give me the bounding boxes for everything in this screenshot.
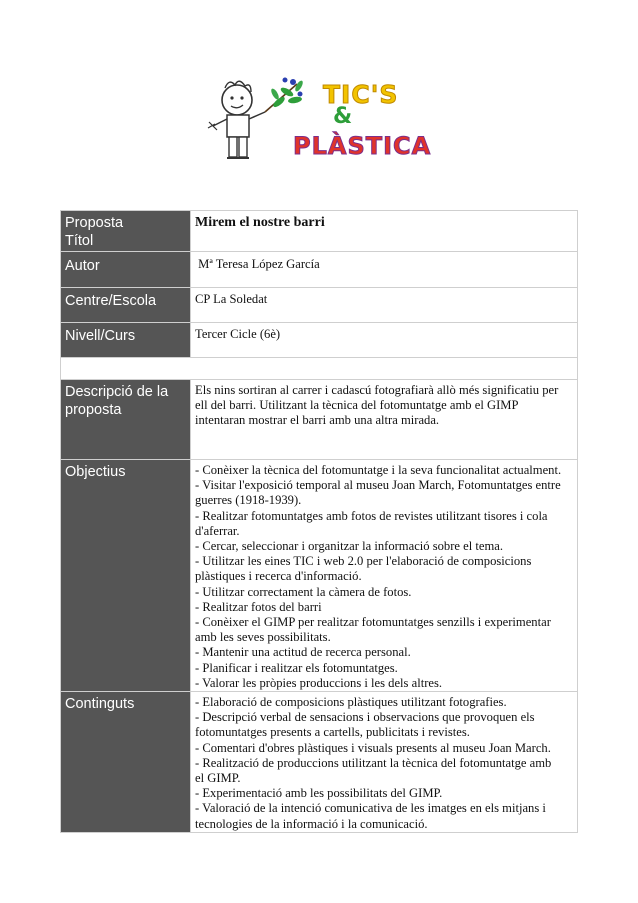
label-line: Proposta	[65, 215, 124, 231]
list-item: - Conèixer el GIMP per realitzar fotomuntatges senzills i experimentar	[195, 615, 551, 630]
logo-word-tics: TIC'S	[323, 80, 399, 109]
row-objectius	[61, 460, 578, 692]
label-continguts: Continguts	[61, 692, 191, 833]
list-item: - Valoració de la intenció comunicativa de les imatges en els mitjans i	[195, 801, 546, 816]
list-item: amb les seves possibilitats.	[195, 630, 331, 645]
value-nivell: Tercer Cicle (6è)	[191, 323, 578, 358]
list-item: - Mantenir una actitud de recerca personal.	[195, 645, 411, 660]
list-item: - Realització de produccions utilitzant la tècnica del fotomuntatge amb	[195, 755, 552, 770]
label-line: Descripció de la	[65, 384, 169, 400]
list-item: - Descripció verbal de sensacions i observacions que provoquen els	[195, 710, 535, 725]
value-autor: Mª Teresa López García	[191, 252, 578, 288]
list-item: fotomuntatges presents a cartells, publicitats i revistes.	[195, 725, 470, 740]
list-item: - Elaboració de composicions plàstiques utilitzant fotografies.	[195, 695, 507, 710]
value-continguts	[191, 692, 578, 833]
value-centre: CP La Soledat	[191, 288, 578, 323]
value-objectius	[191, 460, 578, 692]
list-item: - Realitzar fotomuntatges amb fotos de revistes utilitzant tisores i cola	[195, 508, 548, 523]
list-item: plàstiques i recerca d'informació.	[195, 569, 362, 584]
spacer-cell	[61, 358, 578, 380]
logo-ampersand: &	[333, 104, 354, 129]
logo-word-plastica: PLÀSTICA	[293, 132, 432, 160]
label-objectius: Objectius	[61, 460, 191, 692]
value-titol: Mirem el nostre barri	[191, 211, 578, 252]
value-descripcio	[191, 380, 578, 460]
proposal-table	[60, 210, 578, 833]
label-descripcio	[61, 380, 191, 460]
row-centre	[61, 288, 578, 323]
list-item: - Utilitzar les eines TIC i web 2.0 per l'elaboració de composicions	[195, 554, 532, 569]
list-item: guerres (1918-1939).	[195, 493, 302, 508]
label-nivell-curs: Nivell/Curs	[61, 323, 191, 358]
row-descripcio	[61, 380, 578, 460]
list-item: - Conèixer la tècnica del fotomuntatge i la seva funcionalitat actualment.	[195, 463, 562, 477]
list-item: tecnologies de la informació i la comunicació.	[195, 816, 428, 831]
text-line: Els nins sortiran al carrer i cadascú fotografiarà allò més significatiu per	[195, 383, 559, 397]
row-nivell	[61, 323, 578, 358]
list-item: d'aferrar.	[195, 523, 240, 538]
text-line: intentaran mostrar el barri amb una altra mirada.	[195, 413, 440, 428]
label-proposta-titol	[61, 211, 191, 252]
list-item: - Comentari d'obres plàstiques i visuals presents al museu Joan March.	[195, 740, 551, 755]
list-item: - Experimentació amb les possibilitats del GIMP.	[195, 786, 443, 801]
list-item: - Visitar l'exposició temporal al museu Joan March, Fotomuntatges entre	[195, 478, 561, 493]
row-spacer	[61, 358, 578, 380]
label-autor: Autor	[61, 252, 191, 288]
list-item: - Realitzar fotos del barri	[195, 599, 322, 614]
list-item: - Valorar les pròpies produccions i les dels altres.	[195, 675, 443, 690]
label-centre-escola: Centre/Escola	[61, 288, 191, 323]
text-line: ell del barri. Utilitzant la tècnica del fotomuntatge amb el GIMP	[195, 398, 519, 413]
row-titol	[61, 211, 578, 252]
list-item: - Cercar, seleccionar i organitzar la informació sobre el tema.	[195, 539, 504, 554]
label-line: proposta	[65, 402, 122, 418]
list-item: - Utilitzar correctament la càmera de fotos.	[195, 584, 412, 599]
row-autor	[61, 252, 578, 288]
list-item: - Planificar i realitzar els fotomuntatges.	[195, 660, 398, 675]
label-line: Títol	[65, 233, 94, 249]
list-item: el GIMP.	[195, 771, 241, 786]
tics-plastica-logo	[205, 72, 435, 172]
row-continguts	[61, 692, 578, 833]
